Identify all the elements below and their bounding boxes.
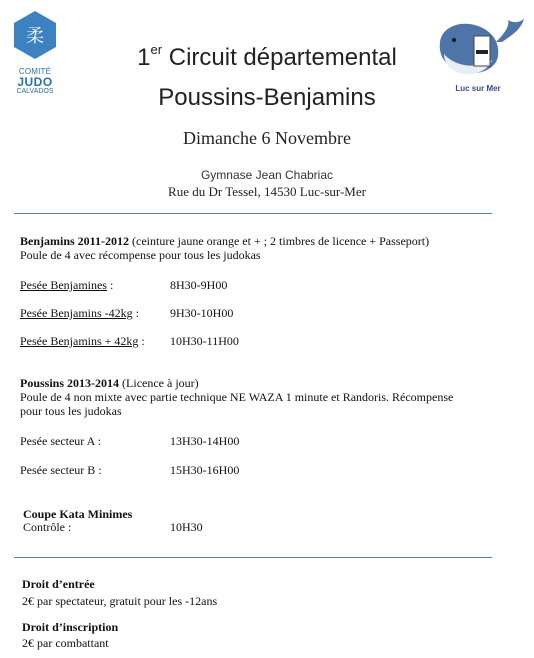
row-time: 9H30-10H00	[170, 306, 234, 320]
kata-time: 10H30	[170, 520, 203, 534]
row-sep: :	[132, 306, 139, 320]
divider-top	[14, 213, 492, 214]
page-subtitle: Poussins-Benjamins	[158, 84, 376, 111]
benjamins-row	[20, 278, 113, 292]
logo-caption: Luc sur Mer	[455, 84, 501, 93]
row-label: Pesée Benjamins -42kg	[20, 306, 133, 320]
title-line1: Circuit départemental	[162, 44, 397, 71]
benjamins-desc: Poule de 4 avec récompense pour tous les judokas	[20, 248, 261, 262]
svg-text:柔: 柔	[26, 26, 44, 47]
benjamins-heading-line	[20, 234, 520, 248]
logo-line3: CALVADOS	[16, 88, 54, 95]
page-title	[0, 44, 534, 72]
benjamins-row	[20, 306, 139, 320]
poussins-row-time: 15H30-16H00	[170, 463, 240, 477]
benjamins-heading-note: (ceinture jaune orange et + ; 2 timbres de licence + Passeport)	[129, 234, 430, 248]
poussins-row-label: Pesée secteur A :	[20, 434, 101, 448]
row-time: 10H30-11H00	[170, 334, 239, 348]
poussins-heading-note: (Licence à jour)	[119, 376, 199, 390]
poussins-heading: Poussins 2013-2014	[20, 376, 120, 390]
poussins-desc1: Poule de 4 non mixte avec partie technique NE WAZA 1 minute et Randoris. Récompense	[20, 390, 454, 404]
row-label: Pesée Benjamins + 42kg	[20, 334, 139, 348]
poussins-row-label: Pesée secteur B :	[20, 463, 102, 477]
venue-name: Gymnase Jean Chabriac	[200, 168, 334, 182]
title-ordinal-sup: er	[150, 42, 163, 57]
droit-entree-heading: Droit d’entrée	[22, 577, 95, 591]
row-sep: :	[106, 278, 114, 292]
kata-label: Contrôle :	[23, 520, 72, 534]
divider-bottom	[14, 557, 492, 558]
poussins-heading-line	[20, 376, 199, 390]
row-sep: :	[138, 334, 145, 348]
benjamins-row	[20, 334, 145, 348]
droit-entree-text: 2€ par spectateur, gratuit pour les -12ans	[22, 594, 218, 608]
logo-line2: JUDO	[17, 75, 53, 89]
venue-address: Rue du Dr Tessel, 14530 Luc-sur-Mer	[168, 184, 366, 199]
droit-inscription-text: 2€ par combattant	[22, 636, 109, 650]
droit-inscription-heading: Droit d’inscription	[22, 620, 119, 634]
benjamins-heading: Benjamins 2011-2012	[20, 234, 130, 248]
row-time: 8H30-9H00	[170, 278, 228, 292]
title-ordinal: 1	[137, 44, 151, 71]
logo-line1: COMITÉ	[18, 67, 52, 76]
row-label: Pesée Benjamines	[20, 278, 107, 292]
event-date: Dimanche 6 Novembre	[183, 128, 351, 148]
poussins-row-time: 13H30-14H00	[170, 434, 240, 448]
kata-heading: Coupe Kata Minimes	[23, 507, 133, 521]
poussins-desc2: pour tous les judokas	[20, 404, 122, 418]
